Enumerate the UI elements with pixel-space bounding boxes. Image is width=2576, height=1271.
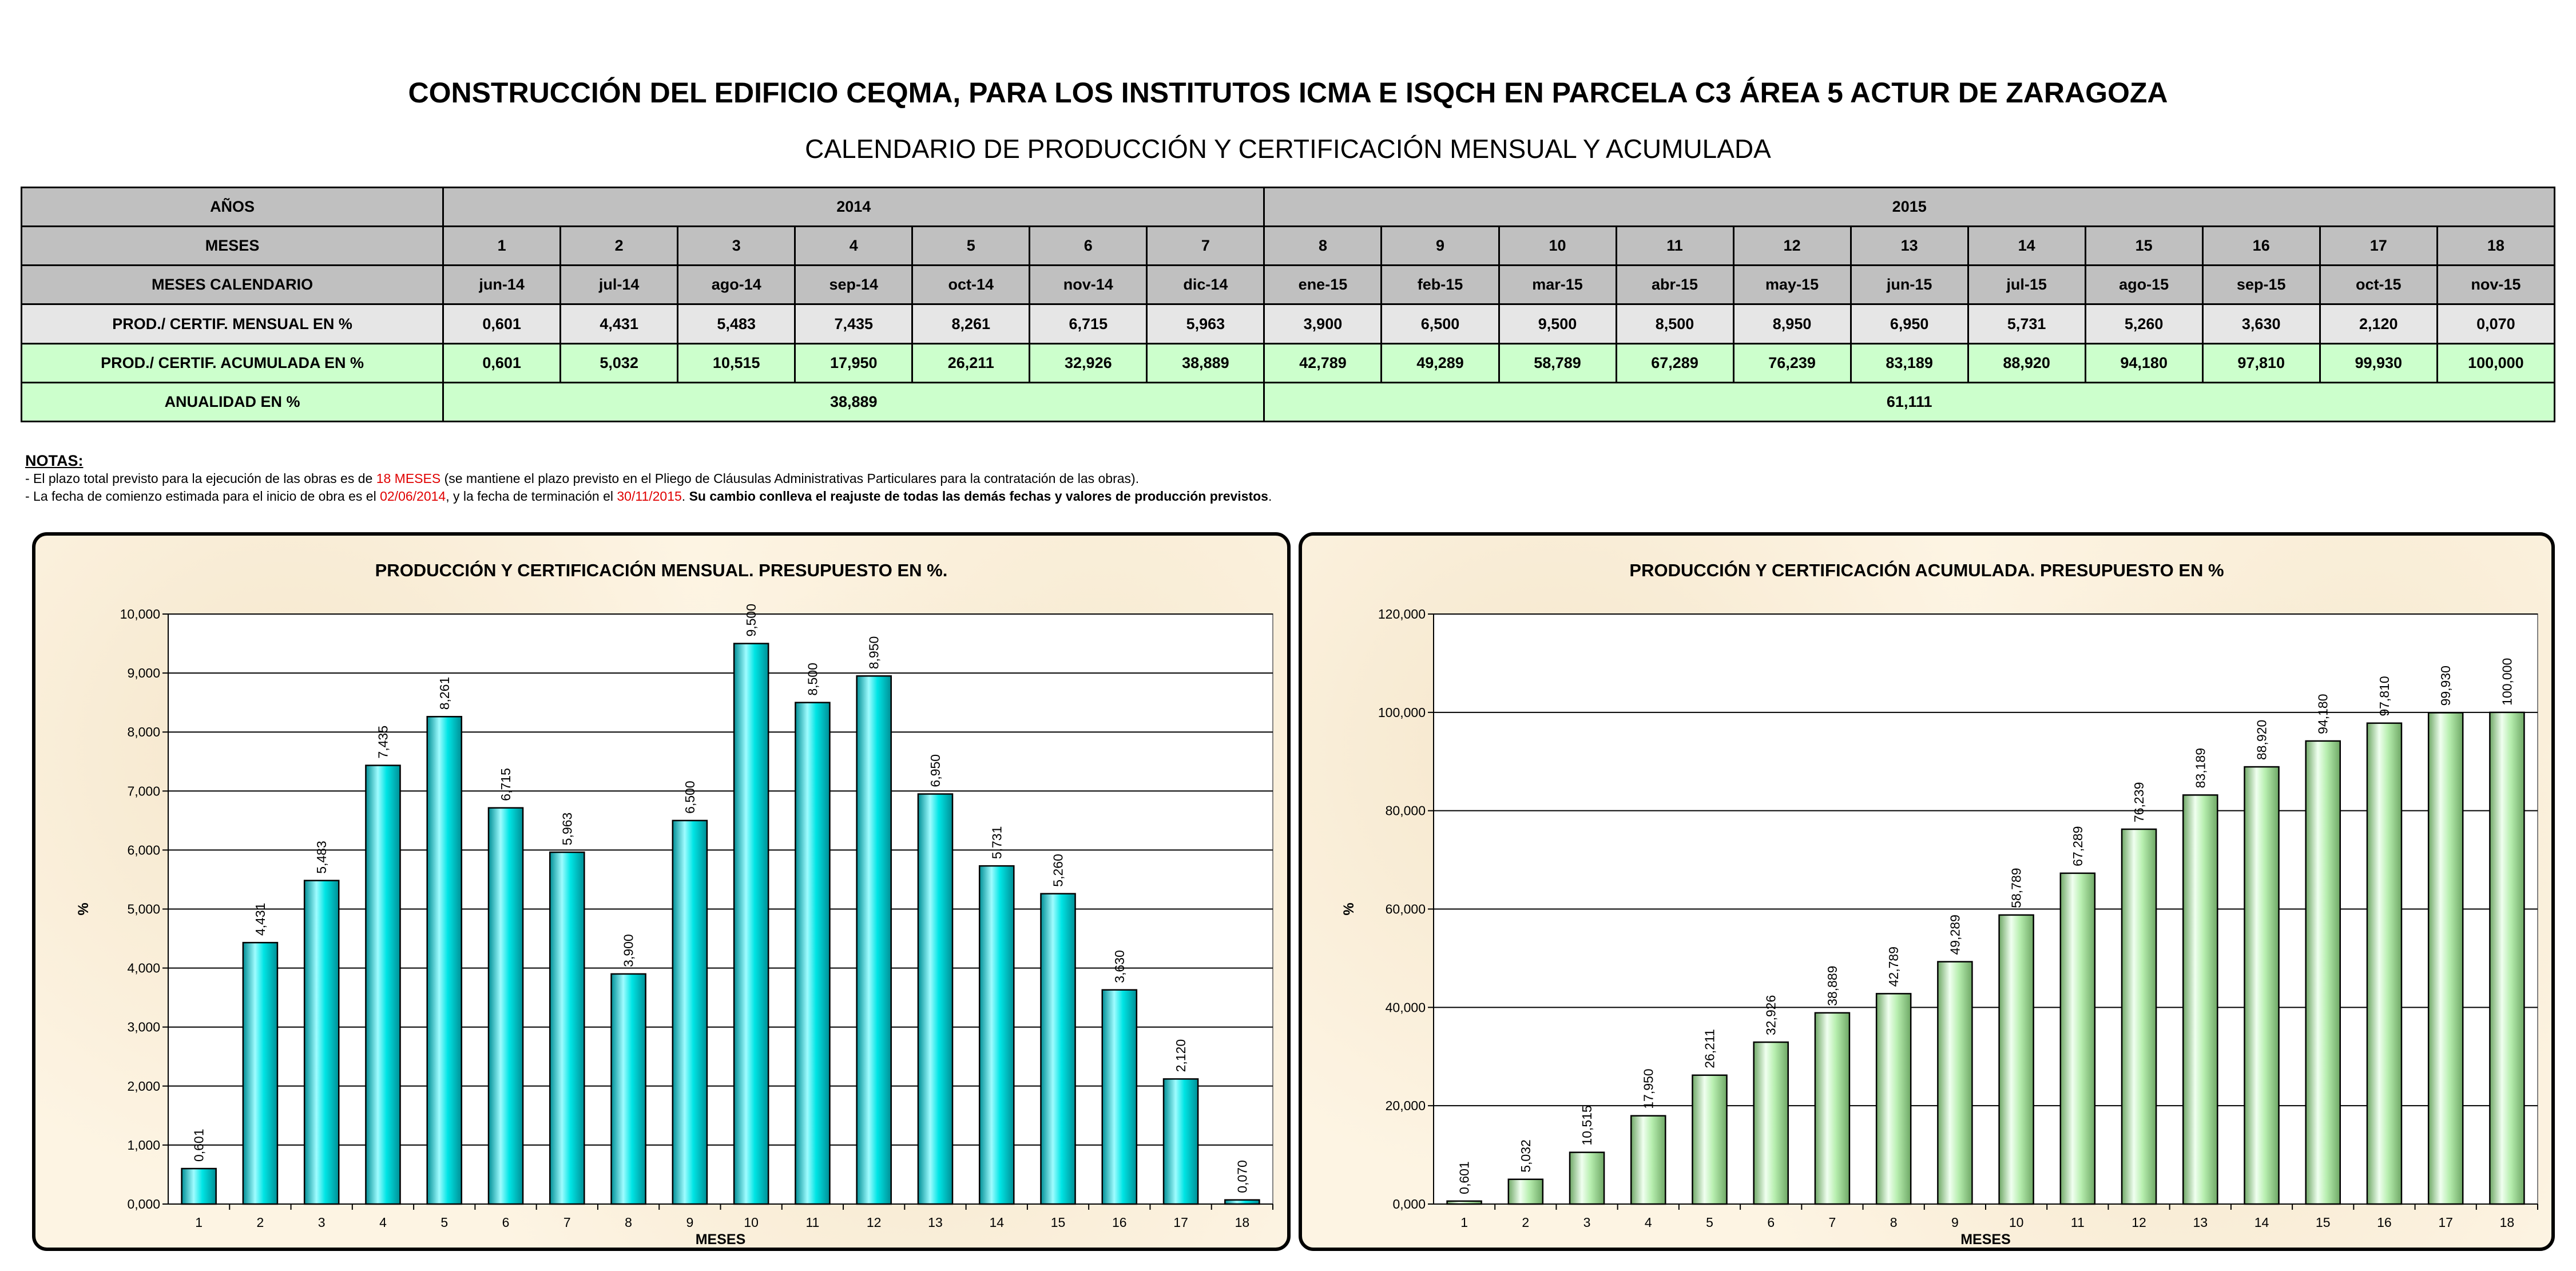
- cumulative-value-cell: 94,180: [2085, 343, 2202, 382]
- data-label: 4,431: [252, 902, 268, 936]
- monthly-value-cell: 6,950: [1851, 304, 1968, 343]
- x-tick-label: 4: [1644, 1215, 1652, 1230]
- bar: [489, 808, 523, 1204]
- bar: [1509, 1179, 1543, 1204]
- x-tick-label: 9: [686, 1215, 694, 1230]
- cumulative-value-cell: 88,920: [1968, 343, 2085, 382]
- month-cell: 16: [2202, 227, 2320, 266]
- row-monthly: [22, 304, 2555, 343]
- x-tick-label: 1: [1460, 1215, 1468, 1230]
- schedule-table: [21, 187, 2555, 422]
- bar: [550, 852, 584, 1204]
- data-label: 10,515: [1579, 1105, 1595, 1146]
- bar: [734, 644, 768, 1204]
- cumulative-value-cell: 38,889: [1147, 343, 1264, 382]
- bar: [1938, 962, 1972, 1204]
- y-axis-title: %: [1341, 902, 1357, 916]
- x-tick-label: 17: [1173, 1215, 1188, 1230]
- data-label: 42,789: [1886, 947, 1902, 987]
- x-tick-label: 4: [379, 1215, 387, 1230]
- bar: [2244, 767, 2279, 1204]
- x-tick-label: 3: [1583, 1215, 1591, 1230]
- calendar-cell: jul-15: [1968, 266, 2085, 304]
- monthly-value-cell: 0,601: [443, 304, 561, 343]
- monthly-value-cell: 2,120: [2320, 304, 2437, 343]
- x-tick-label: 6: [502, 1215, 510, 1230]
- monthly-value-cell: 0,070: [2437, 304, 2554, 343]
- monthly-value-cell: 4,431: [561, 304, 678, 343]
- calendar-cell: ene-15: [1264, 266, 1382, 304]
- cumulative-chart: [1302, 536, 2558, 1254]
- row-cumulative: [22, 343, 2555, 382]
- y-tick-label: 3,000: [127, 1019, 160, 1035]
- bar: [979, 866, 1014, 1204]
- bar: [2183, 795, 2217, 1204]
- calendar-cell: nov-15: [2437, 266, 2554, 304]
- monthly-value-cell: 6,500: [1382, 304, 1499, 343]
- calendar-cell: nov-14: [1030, 266, 1147, 304]
- y-tick-label: 20,000: [1385, 1098, 1426, 1114]
- x-tick-label: 8: [625, 1215, 632, 1230]
- month-cell: 10: [1499, 227, 1616, 266]
- monthly-value-cell: 8,261: [912, 304, 1030, 343]
- month-cell: 14: [1968, 227, 2085, 266]
- label-cumulative: PROD./ CERTIF. ACUMULADA EN %: [22, 343, 443, 382]
- y-tick-label: 8,000: [127, 724, 160, 740]
- data-label: 8,950: [866, 636, 882, 670]
- x-tick-label: 18: [2499, 1215, 2515, 1230]
- y-tick-label: 120,000: [1378, 607, 1426, 621]
- notes-heading: NOTAS:: [25, 452, 84, 469]
- x-axis-title: MESES: [1960, 1232, 2011, 1248]
- row-years: [22, 188, 2555, 227]
- bar: [2306, 741, 2340, 1204]
- page-subtitle: CALENDARIO DE PRODUCCIÓN Y CERTIFICACIÓN MENSUAL Y ACUMULADA: [805, 134, 1771, 164]
- bar: [612, 974, 646, 1204]
- y-tick-label: 80,000: [1385, 803, 1426, 818]
- y-tick-label: 9,000: [127, 666, 160, 681]
- month-cell: 7: [1147, 227, 1264, 266]
- cumulative-value-cell: 76,239: [1733, 343, 1851, 382]
- cumulative-chart-panel: [1299, 532, 2555, 1251]
- note2-text-g: .: [1268, 489, 1272, 504]
- bar: [673, 821, 707, 1204]
- month-cell: 6: [1030, 227, 1147, 266]
- data-label: 5,963: [559, 812, 575, 846]
- data-label: 0,070: [1235, 1160, 1250, 1193]
- label-years: AÑOS: [22, 188, 443, 227]
- bar: [795, 703, 829, 1204]
- month-cell: 3: [678, 227, 795, 266]
- data-label: 97,810: [2376, 676, 2392, 716]
- cumulative-value-cell: 99,930: [2320, 343, 2437, 382]
- note2-warning: Su cambio conlleva el reajuste de todas las demás fechas y valores de producción previstos: [689, 489, 1268, 504]
- cumulative-chart-title: PRODUCCIÓN Y CERTIFICACIÓN ACUMULADA. PRESUPUESTO EN %: [1629, 560, 2224, 580]
- month-cell: 15: [2085, 227, 2202, 266]
- monthly-value-cell: 3,900: [1264, 304, 1382, 343]
- data-label: 7,435: [375, 725, 391, 759]
- data-label: 32,926: [1763, 995, 1779, 1036]
- bar: [1754, 1042, 1788, 1204]
- data-label: 5,032: [1518, 1139, 1533, 1173]
- data-label: 9,500: [744, 603, 759, 637]
- bar: [918, 794, 952, 1204]
- calendar-cell: oct-14: [912, 266, 1030, 304]
- month-cell: 2: [561, 227, 678, 266]
- x-tick-label: 2: [1522, 1215, 1530, 1230]
- data-label: 6,500: [682, 781, 697, 814]
- monthly-value-cell: 6,715: [1030, 304, 1147, 343]
- data-label: 3,630: [1112, 950, 1127, 983]
- bar: [857, 676, 891, 1204]
- x-tick-label: 2: [256, 1215, 264, 1230]
- year-2014-cell: 2014: [443, 188, 1264, 227]
- calendar-cell: feb-15: [1382, 266, 1499, 304]
- cumulative-value-cell: 58,789: [1499, 343, 1616, 382]
- note2-start-date: 02/06/2014: [380, 489, 446, 504]
- month-cell: 8: [1264, 227, 1382, 266]
- x-tick-label: 10: [2009, 1215, 2024, 1230]
- label-annuity: ANUALIDAD EN %: [22, 382, 443, 421]
- month-cell: 1: [443, 227, 561, 266]
- note2-end-date: 30/11/2015: [617, 489, 682, 504]
- data-label: 83,189: [2193, 747, 2208, 789]
- x-tick-label: 13: [2193, 1215, 2208, 1230]
- data-label: 26,211: [1702, 1029, 1717, 1068]
- label-calendar: MESES CALENDARIO: [22, 266, 443, 304]
- row-annuity: [22, 382, 2555, 421]
- calendar-cell: ago-15: [2085, 266, 2202, 304]
- x-tick-label: 1: [195, 1215, 203, 1230]
- monthly-value-cell: 9,500: [1499, 304, 1616, 343]
- y-tick-label: 2,000: [127, 1078, 160, 1094]
- row-months: [22, 227, 2555, 266]
- y-tick-label: 4,000: [127, 960, 160, 976]
- bar: [366, 765, 400, 1204]
- month-cell: 12: [1733, 227, 1851, 266]
- data-label: 6,950: [927, 754, 943, 787]
- x-tick-label: 15: [1050, 1215, 1066, 1230]
- bar: [1815, 1013, 1849, 1204]
- y-tick-label: 0,000: [127, 1197, 160, 1211]
- data-label: 6,715: [498, 768, 514, 801]
- x-tick-label: 5: [1706, 1215, 1713, 1230]
- x-tick-label: 11: [2070, 1215, 2085, 1230]
- x-axis-title: MESES: [695, 1232, 746, 1248]
- calendar-cell: jun-14: [443, 266, 561, 304]
- data-label: 3,900: [621, 934, 636, 967]
- calendar-cell: abr-15: [1616, 266, 1733, 304]
- month-cell: 17: [2320, 227, 2437, 266]
- bar: [1041, 894, 1075, 1204]
- monthly-value-cell: 3,630: [2202, 304, 2320, 343]
- x-tick-label: 18: [1235, 1215, 1250, 1230]
- month-cell: 4: [795, 227, 912, 266]
- monthly-value-cell: 5,963: [1147, 304, 1264, 343]
- cumulative-value-cell: 0,601: [443, 343, 561, 382]
- y-tick-label: 10,000: [120, 607, 160, 621]
- x-tick-label: 13: [928, 1215, 943, 1230]
- bar: [1225, 1200, 1259, 1204]
- x-tick-label: 16: [1112, 1215, 1127, 1230]
- note2-text-e: .: [681, 489, 689, 504]
- monthly-value-cell: 8,950: [1733, 304, 1851, 343]
- monthly-value-cell: 5,483: [678, 304, 795, 343]
- cumulative-value-cell: 49,289: [1382, 343, 1499, 382]
- y-axis-title: %: [76, 902, 92, 916]
- y-tick-label: 7,000: [127, 783, 160, 799]
- monthly-chart-title: PRODUCCIÓN Y CERTIFICACIÓN MENSUAL. PRESUPUESTO EN %.: [375, 560, 948, 580]
- data-label: 8,500: [805, 663, 820, 696]
- bar: [1692, 1075, 1726, 1204]
- y-tick-label: 5,000: [127, 901, 160, 917]
- data-label: 94,180: [2315, 694, 2331, 734]
- data-label: 100,000: [2499, 658, 2515, 706]
- x-tick-label: 6: [1767, 1215, 1775, 1230]
- bar: [427, 716, 462, 1204]
- calendar-cell: jul-14: [561, 266, 678, 304]
- bar: [1102, 990, 1137, 1204]
- note-line-2: [25, 488, 1272, 505]
- cumulative-value-cell: 32,926: [1030, 343, 1147, 382]
- annuity-2015-cell: 61,111: [1264, 382, 2555, 421]
- y-tick-label: 60,000: [1385, 901, 1426, 917]
- data-label: 5,483: [314, 841, 330, 874]
- monthly-value-cell: 8,500: [1616, 304, 1733, 343]
- note1-duration: 18 MESES: [376, 471, 441, 486]
- x-tick-label: 10: [744, 1215, 759, 1230]
- cumulative-value-cell: 10,515: [678, 343, 795, 382]
- cumulative-value-cell: 26,211: [912, 343, 1030, 382]
- x-tick-label: 3: [317, 1215, 326, 1230]
- data-label: 5,731: [989, 826, 1005, 860]
- data-label: 76,239: [2132, 782, 2147, 822]
- x-tick-label: 9: [1951, 1215, 1959, 1230]
- monthly-value-cell: 5,260: [2085, 304, 2202, 343]
- bar: [1447, 1201, 1482, 1204]
- annuity-2014-cell: 38,889: [443, 382, 1264, 421]
- data-label: 8,261: [436, 676, 452, 710]
- x-tick-label: 12: [866, 1215, 882, 1230]
- cumulative-value-cell: 5,032: [561, 343, 678, 382]
- cumulative-value-cell: 42,789: [1264, 343, 1382, 382]
- label-months: MESES: [22, 227, 443, 266]
- data-label: 38,889: [1824, 965, 1840, 1006]
- data-label: 5,260: [1050, 854, 1066, 887]
- x-tick-label: 7: [1828, 1215, 1836, 1230]
- x-tick-label: 5: [440, 1215, 448, 1230]
- bar: [1999, 915, 2034, 1204]
- bar: [1631, 1116, 1665, 1204]
- bar: [2061, 873, 2095, 1204]
- data-label: 0,601: [1456, 1161, 1472, 1194]
- x-tick-label: 16: [2377, 1215, 2392, 1230]
- data-label: 0,601: [191, 1129, 207, 1162]
- year-2015-cell: 2015: [1264, 188, 2555, 227]
- x-tick-label: 15: [2315, 1215, 2331, 1230]
- page-title: CONSTRUCCIÓN DEL EDIFICIO CEQMA, PARA LOS INSTITUTOS ICMA E ISQCH EN PARCELA C3 ÁREA 5 ACTUR DE ZARAGOZA: [408, 77, 2168, 109]
- monthly-value-cell: 7,435: [795, 304, 912, 343]
- calendar-cell: jun-15: [1851, 266, 1968, 304]
- x-tick-label: 14: [2254, 1215, 2269, 1230]
- bar: [182, 1169, 216, 1204]
- data-label: 99,930: [2438, 666, 2454, 706]
- data-label: 2,120: [1173, 1039, 1189, 1072]
- x-tick-label: 7: [563, 1215, 571, 1230]
- bar: [1876, 993, 1911, 1204]
- y-tick-label: 1,000: [127, 1137, 160, 1153]
- x-tick-label: 12: [2132, 1215, 2146, 1230]
- calendar-cell: sep-15: [2202, 266, 2320, 304]
- calendar-cell: may-15: [1733, 266, 1851, 304]
- bar: [2367, 723, 2402, 1204]
- monthly-chart-panel: [32, 532, 1291, 1251]
- monthly-chart: [35, 536, 1294, 1254]
- row-calendar: [22, 266, 2555, 304]
- calendar-cell: oct-15: [2320, 266, 2437, 304]
- notes-block: [25, 452, 1272, 505]
- bar: [1164, 1079, 1198, 1204]
- x-tick-label: 17: [2438, 1215, 2453, 1230]
- month-cell: 13: [1851, 227, 1968, 266]
- data-label: 67,289: [2070, 826, 2085, 866]
- calendar-cell: dic-14: [1147, 266, 1264, 304]
- cumulative-value-cell: 17,950: [795, 343, 912, 382]
- note-line-1: [25, 470, 1272, 488]
- note1-text-c: (se mantiene el plazo previsto en el Pliego de Cláusulas Administrativas Particulares para la contratación de las obras).: [440, 471, 1140, 486]
- bar: [243, 943, 277, 1204]
- x-tick-label: 11: [805, 1215, 820, 1230]
- cumulative-value-cell: 67,289: [1616, 343, 1733, 382]
- bar: [304, 881, 339, 1204]
- data-label: 88,920: [2254, 719, 2269, 761]
- month-cell: 18: [2437, 227, 2554, 266]
- bar: [2428, 712, 2463, 1204]
- data-label: 58,789: [2009, 868, 2024, 908]
- cumulative-value-cell: 97,810: [2202, 343, 2320, 382]
- bar: [2490, 712, 2524, 1204]
- calendar-cell: mar-15: [1499, 266, 1616, 304]
- data-label: 17,950: [1641, 1068, 1656, 1109]
- y-tick-label: 0,000: [1392, 1197, 1426, 1211]
- x-tick-label: 14: [989, 1215, 1005, 1230]
- month-cell: 11: [1616, 227, 1733, 266]
- calendar-cell: ago-14: [678, 266, 795, 304]
- calendar-cell: sep-14: [795, 266, 912, 304]
- x-tick-label: 8: [1890, 1215, 1898, 1230]
- note2-text-a: - La fecha de comienzo estimada para el inicio de obra es el: [25, 489, 380, 504]
- y-tick-label: 6,000: [127, 842, 160, 858]
- label-monthly: PROD./ CERTIF. MENSUAL EN %: [22, 304, 443, 343]
- bar: [1570, 1153, 1604, 1204]
- y-tick-label: 40,000: [1385, 1000, 1426, 1015]
- data-label: 49,289: [1947, 914, 1963, 955]
- note2-text-c: , y la fecha de terminación el: [446, 489, 617, 504]
- y-tick-label: 100,000: [1378, 704, 1426, 720]
- bar: [2122, 829, 2156, 1204]
- monthly-value-cell: 5,731: [1968, 304, 2085, 343]
- cumulative-value-cell: 100,000: [2437, 343, 2554, 382]
- cumulative-value-cell: 83,189: [1851, 343, 1968, 382]
- note1-text-a: - El plazo total previsto para la ejecución de las obras es de: [25, 471, 376, 486]
- month-cell: 9: [1382, 227, 1499, 266]
- month-cell: 5: [912, 227, 1030, 266]
